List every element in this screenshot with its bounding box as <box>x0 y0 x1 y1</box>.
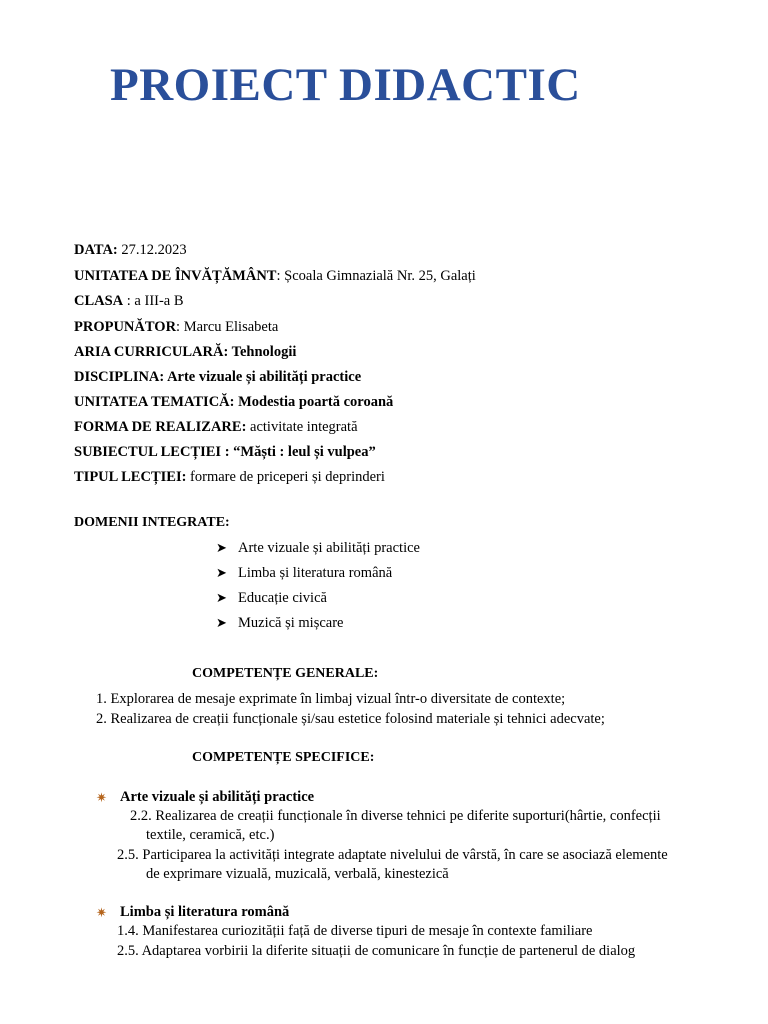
arrow-bullet-icon: ➤ <box>216 590 227 605</box>
domenii-heading: DOMENII INTEGRATE: <box>74 515 230 530</box>
arrow-bullet-icon: ➤ <box>216 615 227 630</box>
competenta-specifica-line: textile, ceramică, etc.) <box>146 827 275 843</box>
competenta-specifica-line: de exprimare vizuală, muzicală, verbală, kinestezică <box>146 866 449 882</box>
document-title: PROIECT DIDACTIC <box>110 59 581 111</box>
arrow-bullet-icon: ➤ <box>216 565 227 580</box>
field-unitatea-tematica: UNITATEA TEMATICĂ: Modestia poartă coroană <box>74 394 394 410</box>
star-bullet-icon: ✷ <box>96 790 107 805</box>
field-subiectul: SUBIECTUL LECȚIEI : “Măști : leul și vulpea” <box>74 444 376 460</box>
field-propunator: PROPUNĂTOR: Marcu Elisabeta <box>74 319 279 335</box>
field-clasa: CLASA : a III-a B <box>74 293 184 309</box>
competente-group-title: Arte vizuale și abilități practice <box>120 789 315 805</box>
competenta-generala-item: 2. Realizarea de creații funcționale și/sau estetice folosind materiale și tehnici adecvate; <box>96 711 605 727</box>
competenta-generala-item: 1. Explorarea de mesaje exprimate în limbaj vizual într-o diversitate de contexte; <box>96 691 566 707</box>
domeniu-item: ➤ Arte vizuale și abilități practice <box>216 540 420 556</box>
star-bullet-icon: ✷ <box>96 905 107 920</box>
competenta-specifica-line: 1.4. Manifestarea curiozității față de diverse tipuri de mesaje în contexte familiare <box>117 923 593 939</box>
field-data: DATA: 27.12.2023 <box>74 242 187 258</box>
competenta-specifica-line: 2.5. Participarea la activități integrate adaptate nivelului de vârstă, în care se asociază elemente <box>117 847 668 863</box>
arrow-bullet-icon: ➤ <box>216 540 227 555</box>
domeniu-item: ➤ Limba și literatura română <box>216 565 393 581</box>
competenta-specifica-line: 2.2. Realizarea de creații funcționale în diverse tehnici pe diferite suporturi(hârtie, confecții <box>130 808 661 824</box>
competenta-specifica-line: 2.5. Adaptarea vorbirii la diferite situații de comunicare în funcție de partenerul de dialog <box>117 943 636 959</box>
field-forma: FORMA DE REALIZARE: activitate integrată <box>74 419 358 435</box>
field-tipul: TIPUL LECȚIEI: formare de priceperi și deprinderi <box>74 469 385 485</box>
field-aria: ARIA CURRICULARĂ: Tehnologii <box>74 344 297 360</box>
field-disciplina: DISCIPLINA: Arte vizuale și abilități practice <box>74 369 362 385</box>
domeniu-item: ➤ Educație civică <box>216 590 327 606</box>
domeniu-item: ➤ Muzică și mișcare <box>216 615 344 631</box>
competente-specifice-heading: COMPETENȚE SPECIFICE: <box>192 750 375 765</box>
field-unitatea: UNITATEA DE ÎNVĂȚĂMÂNT: Școala Gimnazială Nr. 25, Galați <box>74 268 476 284</box>
competente-group-title: Limba și literatura română <box>120 904 290 920</box>
competente-generale-heading: COMPETENȚE GENERALE: <box>192 666 379 681</box>
